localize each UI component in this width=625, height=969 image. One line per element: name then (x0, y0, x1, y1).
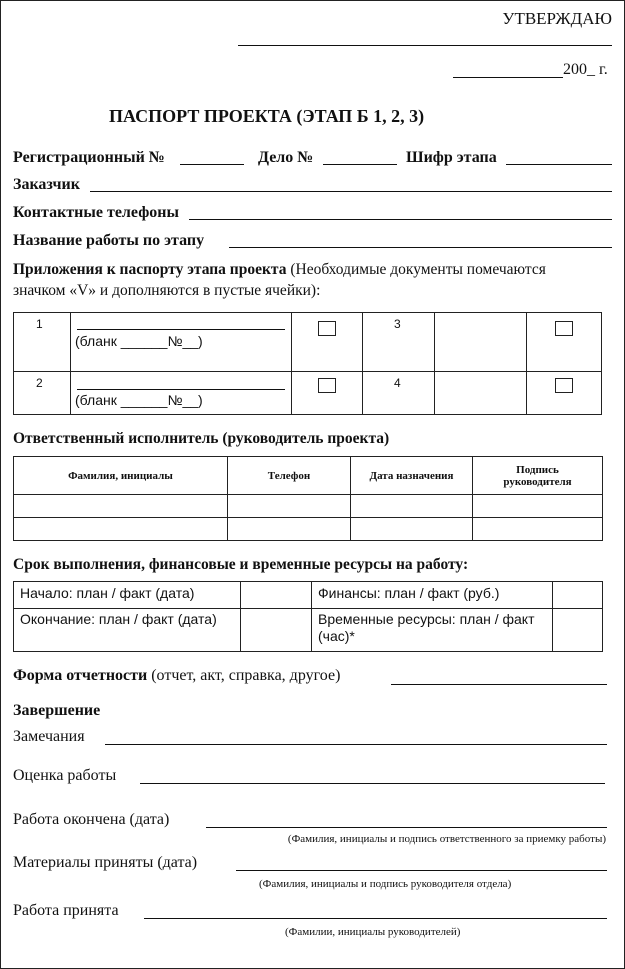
responsible-table (13, 456, 603, 541)
reg-no-field[interactable] (180, 164, 244, 165)
remarks-field[interactable] (105, 744, 607, 745)
stage-code-field[interactable] (506, 164, 612, 165)
col-name: Фамилия, инициалы (14, 457, 228, 495)
customer-label: Заказчик (13, 176, 80, 193)
end-label: Окончание: план / факт (дата) (14, 609, 241, 652)
table-row[interactable] (14, 495, 603, 518)
approve-date-line[interactable] (453, 77, 563, 78)
accepted-materials-caption: (Фамилия, инициалы и подпись руководителя отдела) (259, 878, 512, 890)
checkbox-icon[interactable] (318, 321, 336, 336)
case-no-label: Дело № (258, 149, 314, 166)
end-value[interactable] (241, 609, 312, 652)
evaluation-field[interactable] (140, 783, 605, 784)
attachments-heading-note-2: значком «V» и дополняются в пустые ячейки): (13, 282, 321, 299)
attachments-heading (13, 261, 546, 279)
time-value[interactable] (553, 609, 603, 652)
deadlines-heading: Срок выполнения, финансовые и временные ресурсы на работу: (13, 556, 469, 573)
finished-label: Работа окончена (дата) (13, 811, 170, 828)
customer-field[interactable] (90, 191, 612, 192)
work-name-label: Название работы по этапу (13, 232, 205, 249)
col-phone: Телефон (228, 457, 351, 495)
start-label: Начало: план / факт (дата) (14, 582, 241, 609)
attachment-check-2[interactable] (292, 372, 363, 415)
time-label: Временные ресурсы: план / факт (час)* (312, 609, 553, 652)
accepted-materials-label: Материалы приняты (дата) (13, 854, 198, 871)
attachment-check-4[interactable] (527, 372, 602, 415)
attachment-cell: 1 (14, 313, 71, 372)
report-label: Форма отчетности (13, 667, 148, 684)
accepted-materials-field[interactable] (236, 870, 607, 871)
attachments-heading-note: (Необходимые документы помечаются (290, 261, 546, 278)
attachment-field-3[interactable] (435, 313, 527, 372)
stage-code-label: Шифр этапа (406, 149, 497, 166)
work-name-field[interactable] (229, 247, 612, 248)
attachments-heading-bold: Приложения к паспорту этапа проекта (13, 261, 287, 278)
start-value[interactable] (241, 582, 312, 609)
approve-year: 200_ г. (563, 61, 608, 78)
attachment-cell: 2 (14, 372, 71, 415)
case-no-field[interactable] (323, 164, 397, 165)
reg-no-label: Регистрационный № (13, 149, 165, 166)
attachments-table (13, 312, 602, 415)
attachment-cell: 4 (363, 372, 435, 415)
col-signature: Подпись руководителя (473, 457, 603, 495)
reg-row (13, 149, 165, 167)
completion-heading: Завершение (13, 702, 101, 719)
attachment-check-3[interactable] (527, 313, 602, 372)
finished-caption: (Фамилия, инициалы и подпись ответственного за приемку работы) (287, 833, 606, 845)
attachment-cell: 3 (363, 313, 435, 372)
finance-label: Финансы: план / факт (руб.) (312, 582, 553, 609)
accepted-work-field[interactable] (144, 918, 607, 919)
responsible-heading: Ответственный исполнитель (руководитель проекта) (13, 430, 390, 447)
report-row (13, 667, 340, 685)
report-note: (отчет, акт, справка, другое) (151, 667, 341, 684)
page-title: ПАСПОРТ ПРОЕКТА (ЭТАП Б 1, 2, 3) (109, 106, 425, 126)
phones-field[interactable] (189, 219, 612, 220)
approve-signature-line[interactable] (238, 45, 612, 46)
attachment-check-1[interactable] (292, 313, 363, 372)
attachment-field-4[interactable] (435, 372, 527, 415)
approve-label: УТВЕРЖДАЮ (502, 9, 612, 28)
finance-value[interactable] (553, 582, 603, 609)
checkbox-icon[interactable] (318, 378, 336, 393)
report-field[interactable] (391, 684, 607, 685)
attachment-blank-1[interactable]: (бланк ______№__) (71, 313, 292, 372)
table-row[interactable] (14, 518, 603, 541)
accepted-work-caption: (Фамилии, инициалы руководителей) (285, 926, 461, 938)
evaluation-label: Оценка работы (13, 767, 117, 784)
deadlines-table (13, 581, 603, 652)
accepted-work-label: Работа принята (13, 902, 119, 919)
col-date: Дата назначения (351, 457, 473, 495)
checkbox-icon[interactable] (555, 321, 573, 336)
finished-field[interactable] (206, 827, 607, 828)
phones-label: Контактные телефоны (13, 204, 179, 221)
remarks-label: Замечания (13, 728, 85, 745)
attachment-blank-2[interactable]: (бланк ______№__) (71, 372, 292, 415)
checkbox-icon[interactable] (555, 378, 573, 393)
